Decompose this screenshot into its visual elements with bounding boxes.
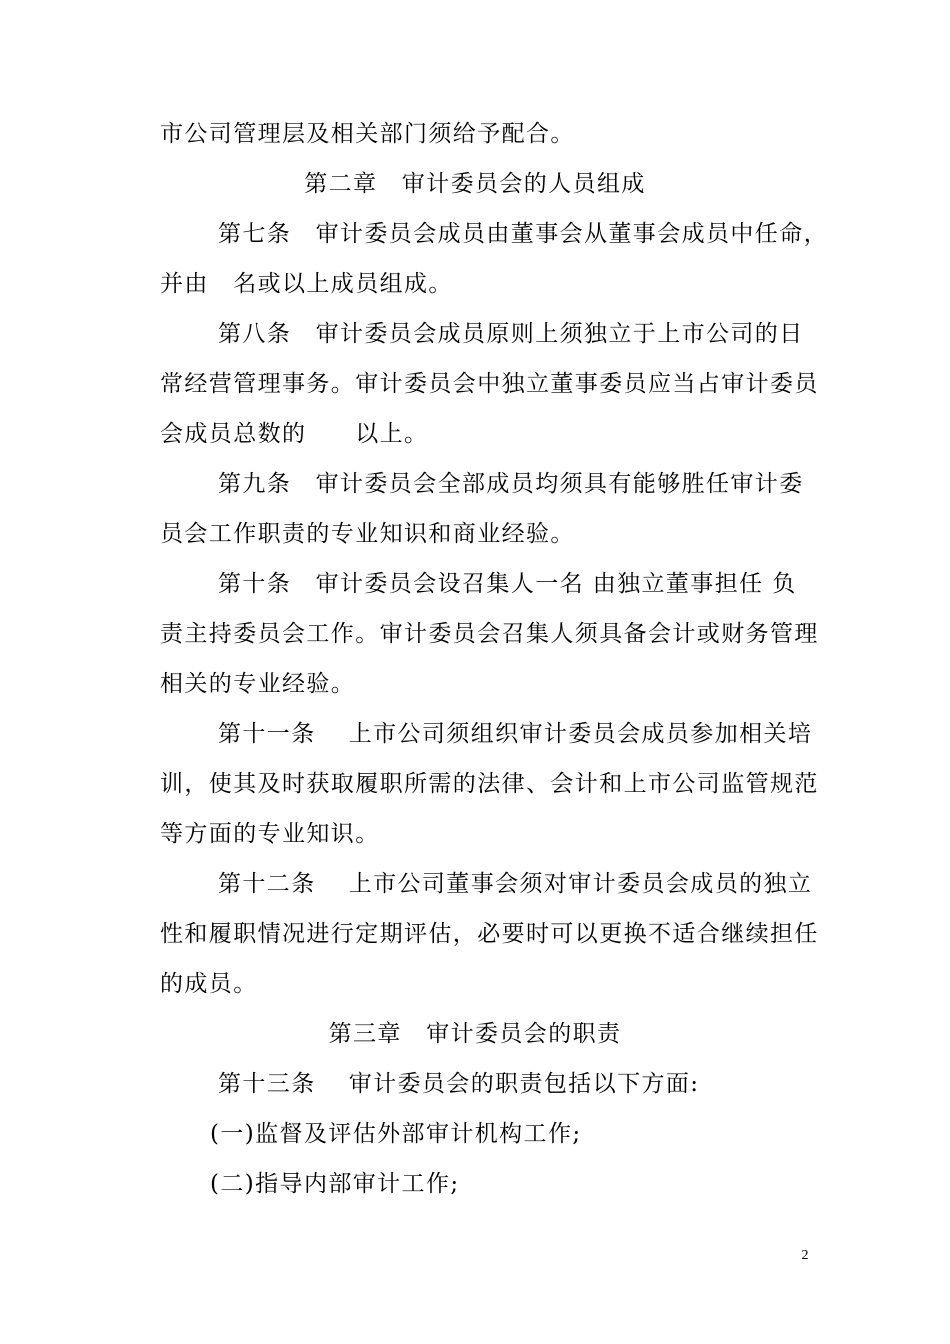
article-13-line: 第十三条 审计委员会的职责包括以下方面: [218,1071,700,1097]
article-8-line: 第八条 审计委员会成员原则上须独立于上市公司的日 [218,321,804,347]
list-item: (一)监督及评估外部审计机构工作; [210,1121,582,1147]
article-9-line: 第九条 审计委员会全部成员均须具有能够胜任审计委 [218,471,804,497]
article-12-line: 第十二条 上市公司董事会须对审计委员会成员的独立 [218,871,813,897]
article-12-line: 性和履职情况进行定期评估，必要时可以更换不适合继续担任 [160,921,819,947]
page-number: 2 [801,1248,809,1263]
article-10-line: 相关的专业经验。 [160,671,356,697]
article-7-line: 并由 名或以上成员组成。 [160,271,453,297]
list-item: (二)指导内部审计工作; [210,1171,460,1197]
article-8-line: 常经营管理事务。审计委员会中独立董事委员应当占审计委员 [160,371,819,397]
paragraph-line: 市公司管理层及相关部门须给予配合。 [160,121,575,147]
article-11-line: 第十一条 上市公司须组织审计委员会成员参加相关培 [218,721,813,747]
article-8-line: 会成员总数的 以上。 [160,421,429,447]
article-7-line: 第七条 审计委员会成员由董事会从董事会成员中任命， [218,221,828,247]
article-10-line: 第十条 审计委员会设召集人一名 由独立董事担任 负 [218,571,797,597]
article-9-line: 员会工作职责的专业知识和商业经验。 [160,521,575,547]
article-11-line: 等方面的专业知识。 [160,821,380,847]
chapter-heading: 第二章 审计委员会的人员组成 [304,171,646,197]
article-12-line: 的成员。 [160,971,258,997]
article-11-line: 训，使其及时获取履职所需的法律、会计和上市公司监管规范 [160,771,819,797]
article-10-line: 责主持委员会工作。审计委员会召集人须具备会计或财务管理 [160,621,819,647]
chapter-heading: 第三章 审计委员会的职责 [328,1021,622,1047]
